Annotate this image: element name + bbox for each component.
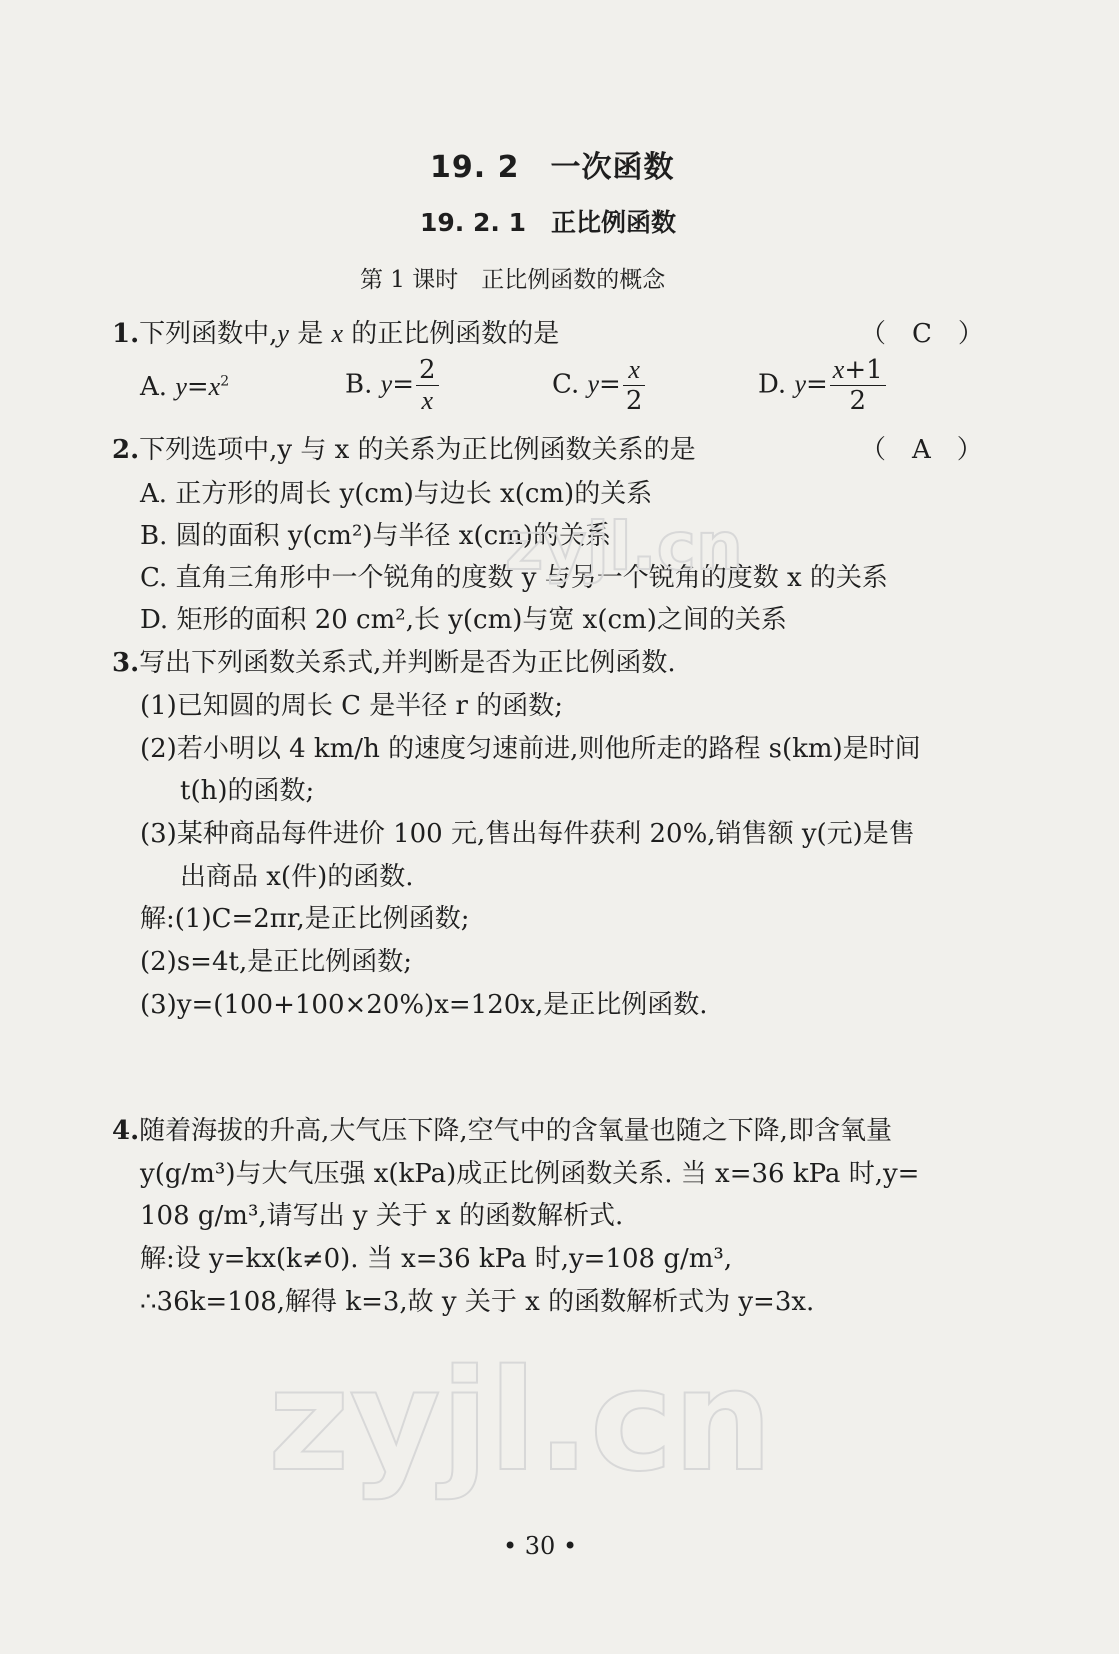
q1-number: 1. bbox=[112, 319, 140, 349]
q4-line-1-text: 随着海拔的升高,大气压下降,空气中的含氧量也随之下降,即含氧量 bbox=[139, 1116, 892, 1146]
q3-part-3-line-2: 出商品 x(件)的函数. bbox=[180, 862, 414, 892]
q1-stem-b: 是 bbox=[288, 319, 332, 349]
q4-solution-1: 解:设 y=kx(k≠0). 当 x=36 kPa 时,y=108 g/m³, bbox=[140, 1244, 733, 1274]
q1-var-x: x bbox=[331, 319, 344, 348]
q4-line-3: 108 g/m³,请写出 y 关于 x 的函数解析式. bbox=[140, 1201, 624, 1231]
q3-solution-1: 解:(1)C=2πr,是正比例函数; bbox=[140, 904, 470, 934]
q2-stem bbox=[112, 429, 696, 466]
lesson-title: 第 1 课时 正比例函数的概念 bbox=[360, 267, 666, 293]
q2-option-a: A. 正方形的周长 y(cm)与边长 x(cm)的关系 bbox=[140, 479, 653, 509]
q1-var-y: y bbox=[277, 319, 289, 348]
watermark-large: zyjl.cn bbox=[268, 1340, 773, 1503]
q2-option-c: C. 直角三角形中一个锐角的度数 y 与另一个锐角的度数 x 的关系 bbox=[140, 563, 888, 593]
q1-stem-c: 的正比例函数的是 bbox=[343, 319, 560, 349]
q1-option-b-label: B. bbox=[345, 369, 373, 400]
q2-option-b: B. 圆的面积 y(cm²)与半径 x(cm)的关系 bbox=[140, 521, 611, 551]
q4-line-1 bbox=[112, 1110, 892, 1147]
q3-stem-text: 写出下列函数关系式,并判断是否为正比例函数. bbox=[139, 648, 676, 678]
q1-option-a-label: A. bbox=[140, 372, 168, 402]
q1-option-d: D. y= $\frac{x+1}{2}$ bbox=[758, 355, 888, 416]
q1-option-b: B. y= $\frac{2}{x}$ bbox=[345, 355, 441, 416]
q3-solution-2: (2)s=4t,是正比例函数; bbox=[140, 947, 412, 977]
q2-option-d: D. 矩形的面积 20 cm²,长 y(cm)与宽 x(cm)之间的关系 bbox=[140, 605, 787, 635]
q3-part-3-line-1: (3)某种商品每件进价 100 元,售出每件获利 20%,销售额 y(元)是售 bbox=[140, 819, 915, 849]
q4-number: 4. bbox=[112, 1116, 140, 1146]
q2-answer: （ A ） bbox=[860, 435, 983, 465]
q1-stem bbox=[112, 313, 559, 350]
watermark-small: zyjl.cn bbox=[505, 508, 743, 585]
subsection-title: 19. 2. 1 正比例函数 bbox=[420, 208, 676, 237]
q4-solution-2: ∴36k=108,解得 k=3,故 y 关于 x 的函数解析式为 y=3x. bbox=[140, 1287, 815, 1317]
q3-part-2-line-2: t(h)的函数; bbox=[180, 776, 315, 806]
q3-number: 3. bbox=[112, 648, 140, 678]
section-title: 19. 2 一次函数 bbox=[430, 150, 675, 185]
q1-option-c: C. y= $\frac{x}{2}$ bbox=[552, 355, 647, 416]
q3-part-2-line-1: (2)若小明以 4 km/h 的速度匀速前进,则他所走的路程 s(km)是时间 bbox=[140, 734, 921, 764]
q3-part-1: (1)已知圆的周长 C 是半径 r 的函数; bbox=[140, 691, 563, 721]
q1-option-c-label: C. bbox=[552, 369, 580, 400]
q3-solution-3: (3)y=(100+100×20%)x=120x,是正比例函数. bbox=[140, 990, 708, 1020]
q2-stem-text: 下列选项中,y 与 x 的关系为正比例函数关系的是 bbox=[139, 435, 696, 465]
q1-option-a: A. $y=x^2$ bbox=[140, 372, 230, 402]
q2-number: 2. bbox=[112, 435, 140, 465]
q4-line-2: y(g/m³)与大气压强 x(kPa)成正比例函数关系. 当 x=36 kPa 时,y= bbox=[140, 1159, 920, 1189]
q1-option-d-label: D. bbox=[758, 369, 787, 400]
q3-stem bbox=[112, 642, 676, 679]
page-number: • 30 • bbox=[503, 1532, 578, 1560]
q1-stem-a: 下列函数中, bbox=[139, 319, 278, 349]
q1-answer: （ C ） bbox=[860, 319, 984, 349]
